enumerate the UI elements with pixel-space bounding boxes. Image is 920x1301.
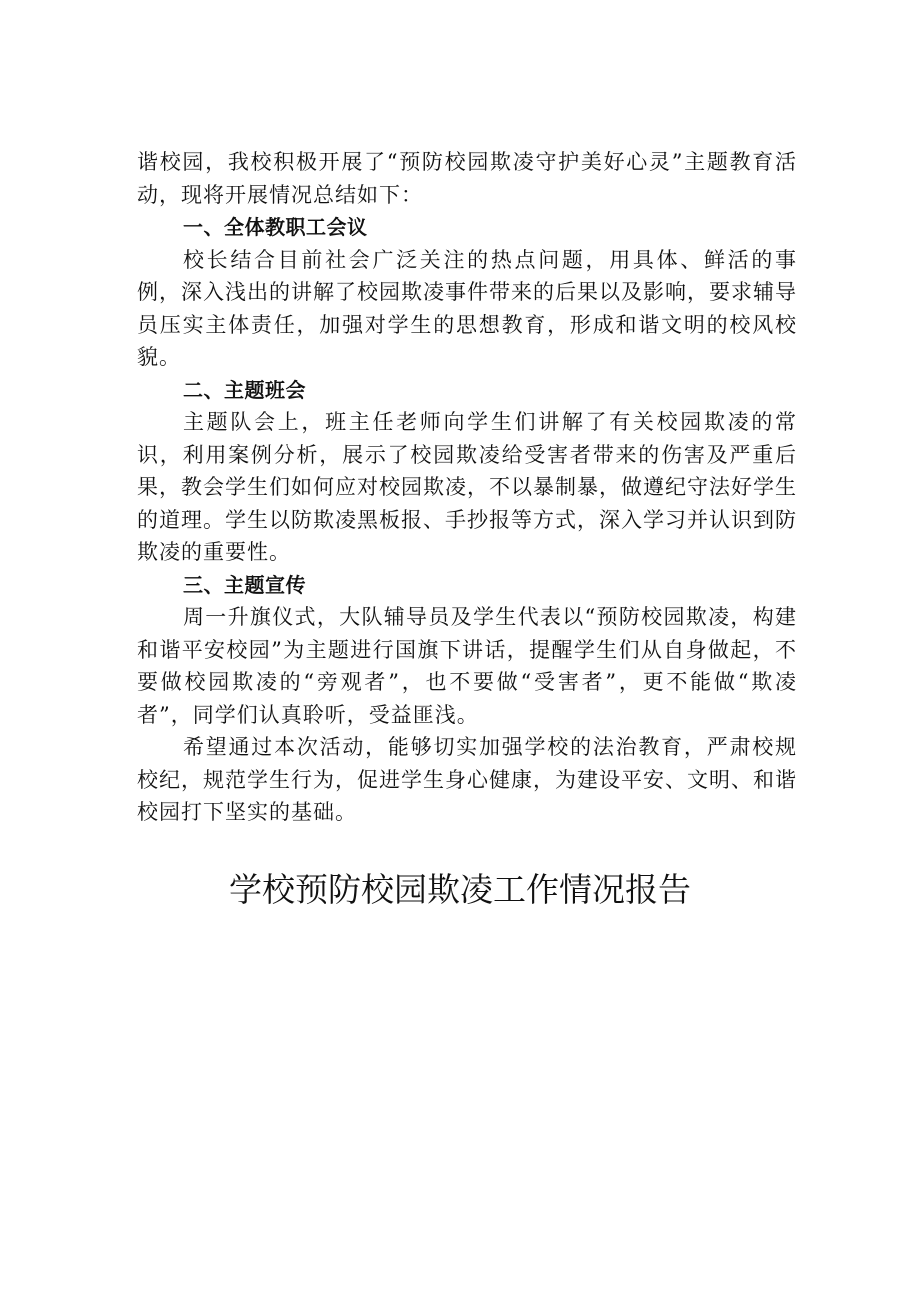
report-body (137, 146, 797, 829)
next-report-title: 学校预防校园欺凌工作情况报告 (229, 870, 691, 909)
paragraph-staff-meeting: 校长结合目前社会广泛关注的热点问题，用具体、鲜活的事例，深入浅出的讲解了校园欺凌事件带来的后果以及影响，要求辅导员压实主体责任，加强对学生的思想教育，形成和谐文明的校风校貌。 (137, 247, 797, 369)
paragraph-conclusion: 希望通过本次活动，能够切实加强学校的法治教育，严肃校规校纪，规范学生行为，促进学生身心健康，为建设平安、文明、和谐校园打下坚实的基础。 (137, 735, 797, 824)
section-heading-publicity: 三、主题宣传 (183, 572, 306, 597)
paragraph-publicity: 周一升旗仪式，大队辅导员及学生代表以“预防校园欺凌，构建和谐平安校园”为主题进行国旗下讲话，提醒学生们从自身做起，不要做校园欺凌的“旁观者”，也不要做“受害者”，更不能做“欺凌者”，同学们认真聆听，受益匪浅。 (137, 605, 797, 727)
section-heading-staff-meeting: 一、全体教职工会议 (183, 215, 368, 239)
continuation-paragraph: 谐校园，我校积极开展了“预防校园欺凌守护美好心灵”主题教育活动，现将开展情况总结如下： (137, 150, 797, 207)
section-heading-class-meeting: 二、主题班会 (183, 377, 306, 402)
paragraph-class-meeting: 主题队会上，班主任老师向学生们讲解了有关校园欺凌的常识，利用案例分析，展示了校园欺凌给受害者带来的伤害及严重后果，教会学生们如何应对校园欺凌，不以暴制暴，做遵纪守法好学生的道理。学生以防欺凌黑板报、手抄报等方式，深入学习并认识到防欺凌的重要性。 (137, 410, 797, 564)
